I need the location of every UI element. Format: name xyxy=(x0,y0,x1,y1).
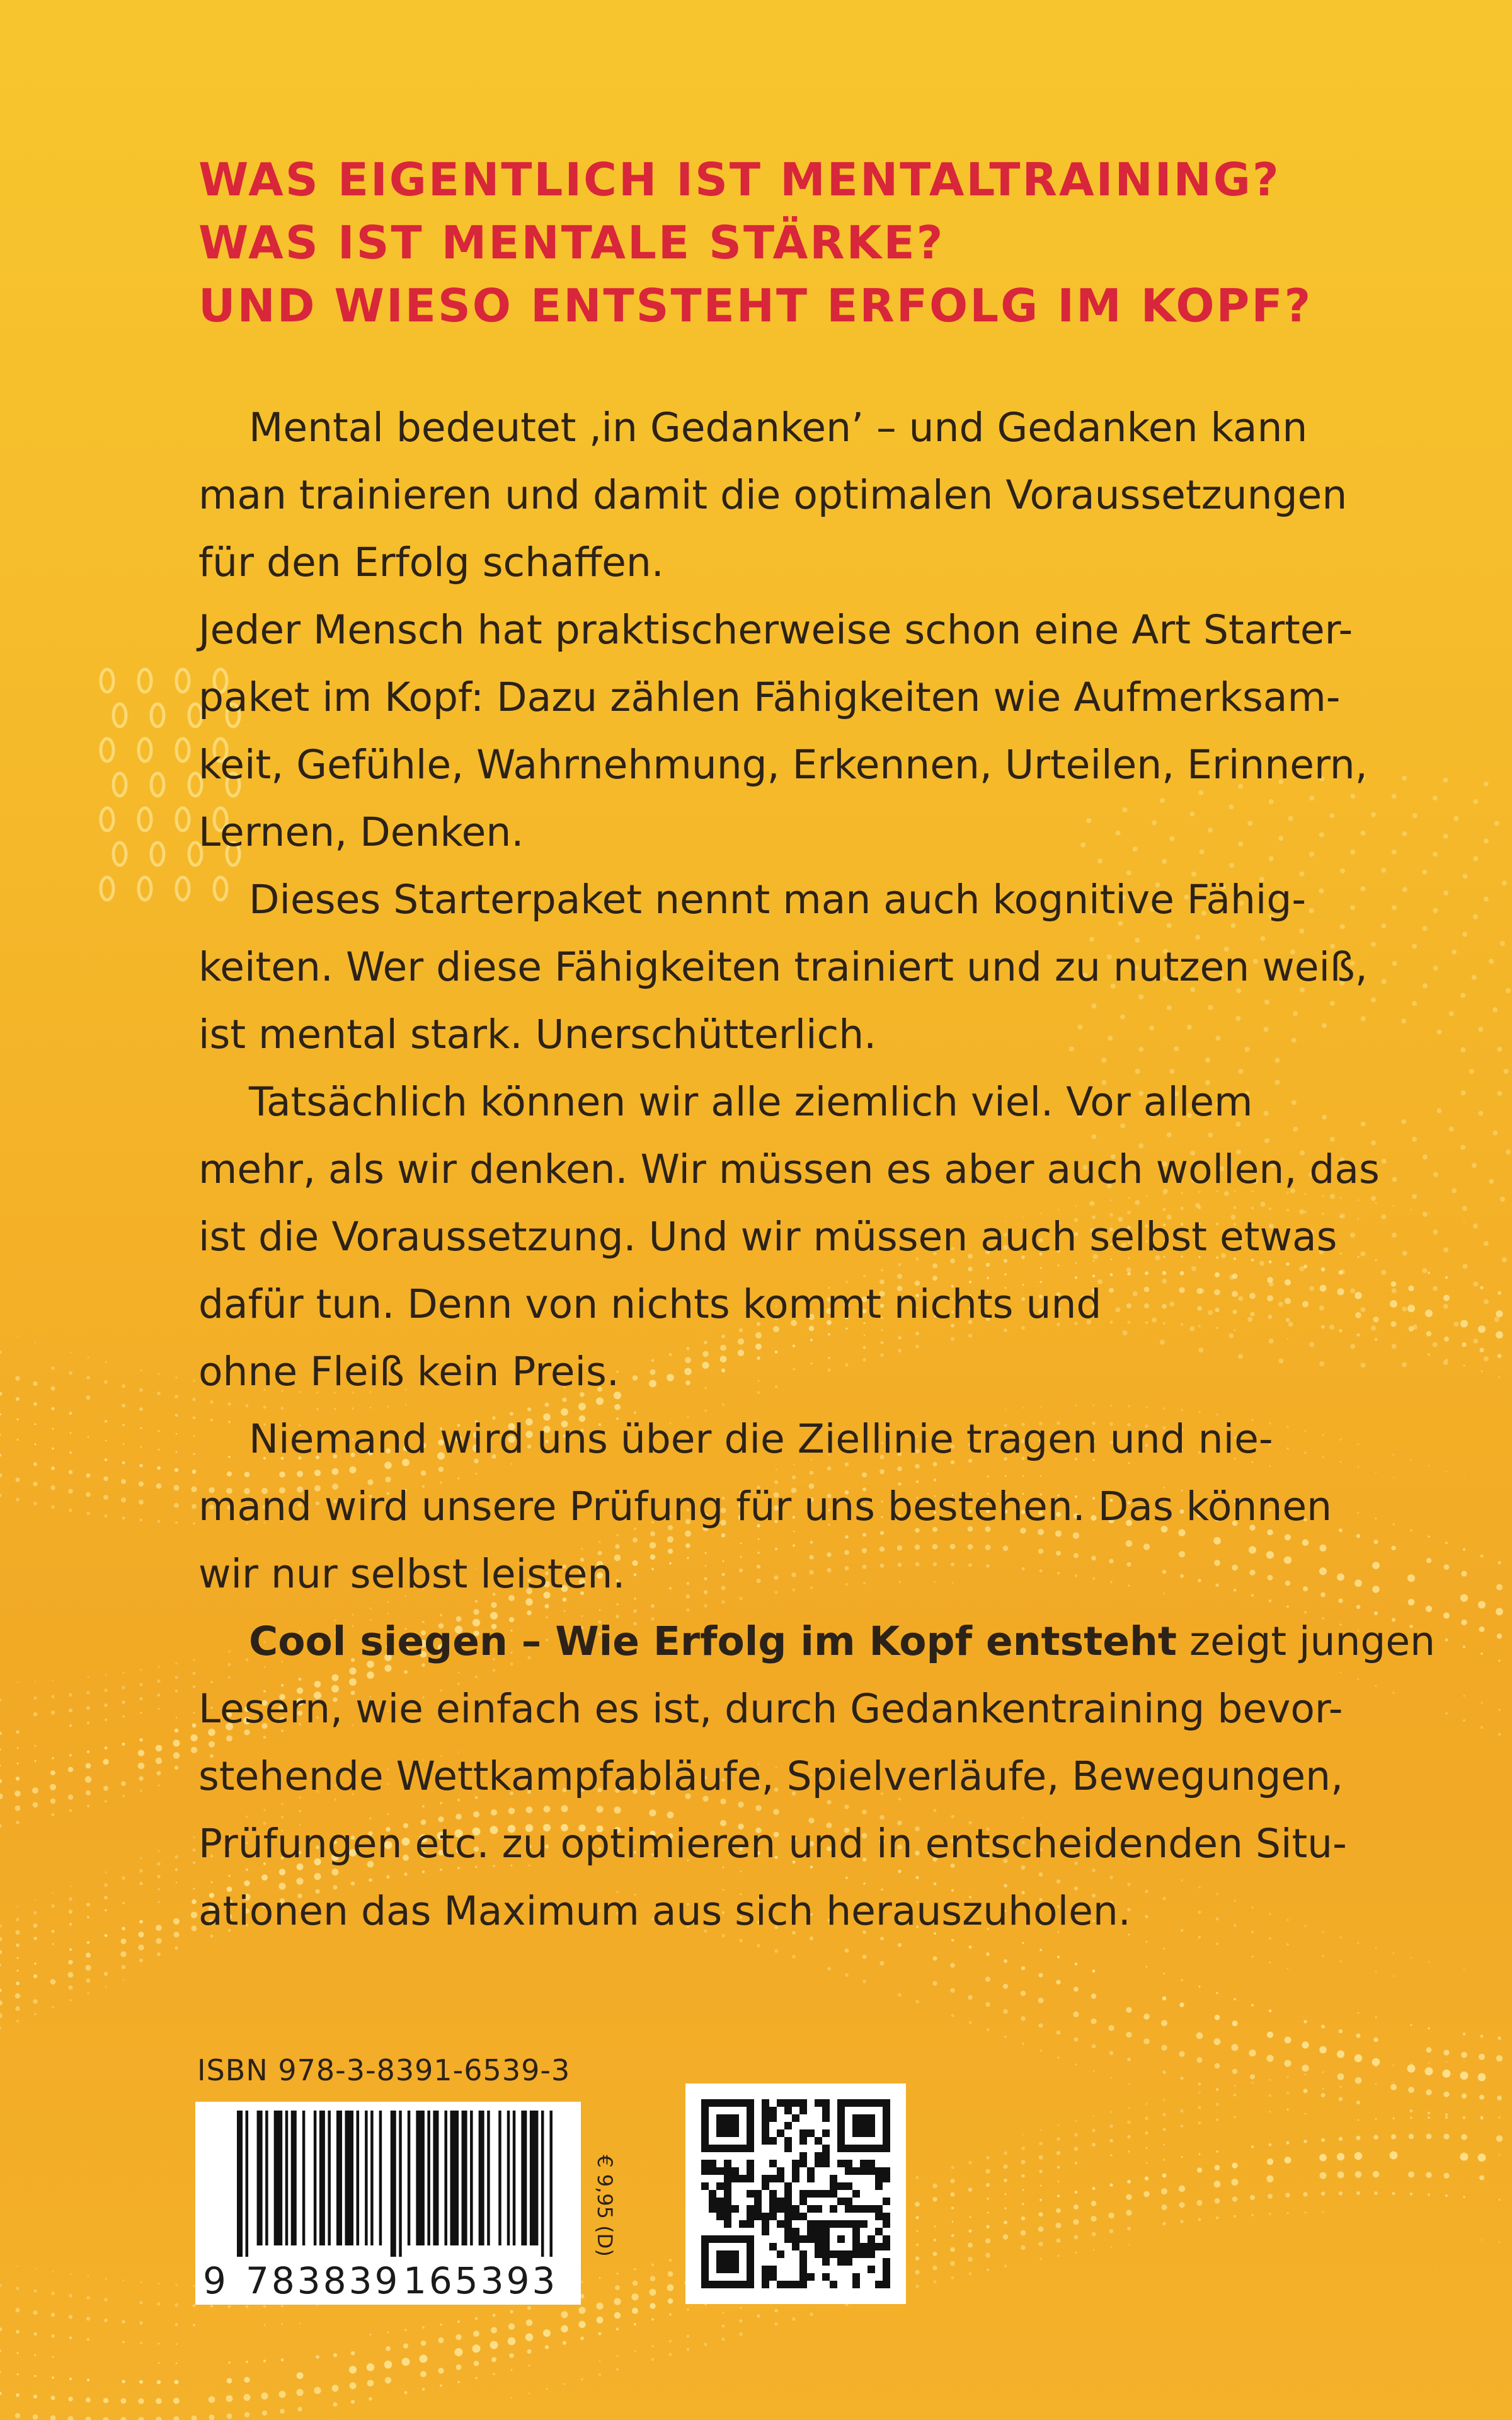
blurb-line xyxy=(198,461,1348,529)
blurb-line xyxy=(198,1675,1343,1743)
blurb-line xyxy=(198,1270,1326,1338)
qr-code-modules xyxy=(701,2099,890,2288)
book-title-emphasis: Cool siegen – Wie Erfolg im Kopf entsteht xyxy=(249,1618,1177,1664)
barcode-digits xyxy=(195,2258,581,2303)
blurb-line xyxy=(198,1877,1326,1945)
blurb-line-text: mand wird unsere Prüfung für uns bestehen. Das können xyxy=(198,1484,1332,1530)
price-label: € 9,95 (D) xyxy=(593,2155,617,2257)
blurb-line-text: Niemand wird uns über die Ziellinie tragen und nie- xyxy=(249,1416,1273,1462)
blurb-line xyxy=(198,798,1326,866)
barcode-digit-lead: 9 xyxy=(203,2259,226,2302)
blurb-line-text: zeigt jungen xyxy=(1176,1618,1436,1664)
blurb-line-text: Jeder Mensch hat praktischerweise schon eine Art Starter- xyxy=(198,607,1353,653)
blurb-line-text: mehr, als wir denken. Wir müssen es aber auch wollen, das xyxy=(198,1146,1380,1192)
blurb-line xyxy=(198,1068,1326,1136)
headline-line: WAS IST MENTALE STÄRKE? xyxy=(198,216,945,269)
barcode-digits-right: 165393 xyxy=(403,2259,558,2302)
blurb-line-text: Tatsächlich können wir alle ziemlich viel. Vor allem xyxy=(249,1079,1253,1125)
blurb-line-text: paket im Kopf: Dazu zählen Fähigkeiten wie Aufmerksam- xyxy=(198,674,1341,720)
barcode-digits-left: 783839 xyxy=(246,2259,401,2302)
blurb-line-text: Prüfungen etc. zu optimieren und in entscheidenden Situ- xyxy=(198,1821,1347,1867)
blurb-line-text: keit, Gefühle, Wahrnehmung, Erkennen, Urteilen, Erinnern, xyxy=(198,742,1368,788)
blurb-line xyxy=(198,1001,1326,1068)
blurb-line-text: man trainieren und damit die optimalen Voraussetzungen xyxy=(198,472,1348,518)
blurb-line-text: dafür tun. Denn von nichts kommt nichts und xyxy=(198,1281,1102,1327)
blurb-line-text: Lesern, wie einfach es ist, durch Gedankentraining bevor- xyxy=(198,1686,1343,1732)
blurb-text xyxy=(198,394,1436,1945)
blurb-line-text: keiten. Wer diese Fähigkeiten trainiert und zu nutzen weiß, xyxy=(198,944,1368,990)
blurb-line-text: ationen das Maximum aus sich herauszuholen. xyxy=(198,1888,1131,1934)
blurb-line-text: für den Erfolg schaffen. xyxy=(198,539,664,585)
headline-line: WAS EIGENTLICH IST MENTALTRAINING? xyxy=(198,153,1281,206)
qr-code xyxy=(685,2083,906,2304)
blurb-line xyxy=(198,1608,1436,1675)
blurb-line xyxy=(198,1473,1332,1540)
blurb-line xyxy=(198,1810,1347,1877)
blurb-line-text: wir nur selbst leisten. xyxy=(198,1551,626,1597)
blurb-line xyxy=(198,1338,1326,1405)
blurb-line xyxy=(198,529,1326,596)
headline-line: UND WIESO ENTSTEHT ERFOLG IM KOPF? xyxy=(198,279,1313,332)
blurb-line xyxy=(198,1136,1380,1203)
barcode-bars xyxy=(237,2111,558,2257)
blurb-line xyxy=(198,731,1368,798)
blurb-line xyxy=(198,1203,1337,1270)
blurb-line xyxy=(198,1743,1344,1810)
blurb-line-text: stehende Wettkampfabläufe, Spielverläufe, Bewegungen, xyxy=(198,1753,1344,1799)
blurb-line xyxy=(198,1540,1326,1608)
isbn-label: ISBN 978-3-8391-6539-3 xyxy=(197,2053,571,2087)
blurb-line xyxy=(198,596,1353,664)
blurb-line xyxy=(198,933,1368,1001)
blurb-line-text: ist mental stark. Unerschütterlich. xyxy=(198,1011,877,1057)
headline xyxy=(198,148,1332,337)
blurb-line-text: Dieses Starterpaket nennt man auch kognitive Fähig- xyxy=(249,877,1307,923)
blurb-line xyxy=(198,664,1341,731)
blurb-line-text: Mental bedeutet ‚in Gedanken’ – und Gedanken kann xyxy=(249,405,1308,451)
blurb-line-text: ohne Fleiß kein Preis. xyxy=(198,1349,619,1395)
blurb-line xyxy=(198,866,1326,933)
blurb-line-text: ist die Voraussetzung. Und wir müssen auch selbst etwas xyxy=(198,1214,1337,1260)
blurb-line xyxy=(198,394,1326,461)
blurb-line xyxy=(198,1405,1326,1473)
ean-barcode xyxy=(195,2102,581,2305)
blurb-line-text: Lernen, Denken. xyxy=(198,809,524,855)
